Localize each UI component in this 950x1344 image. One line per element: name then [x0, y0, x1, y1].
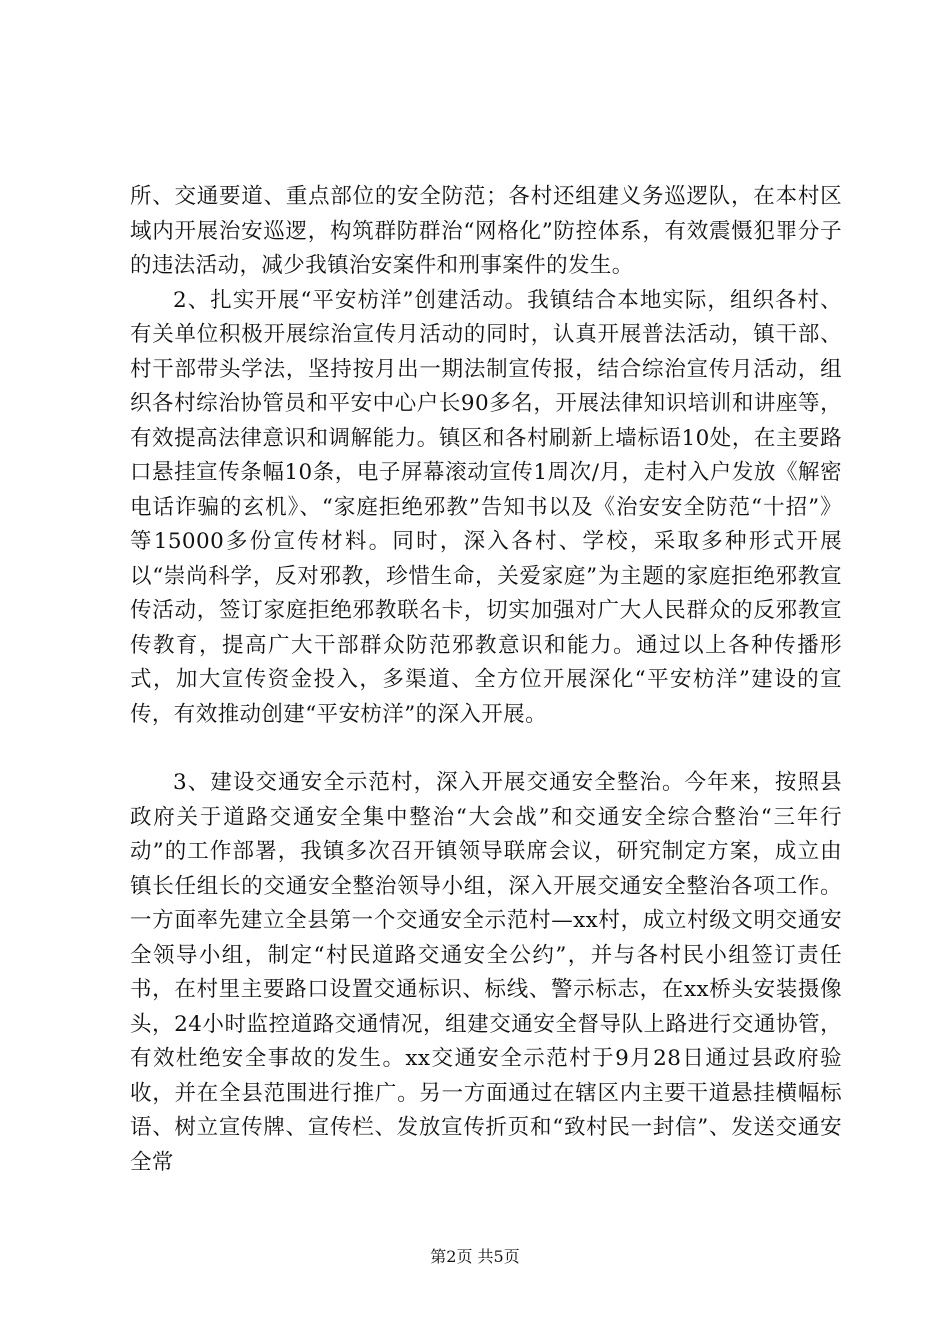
paragraph-item-2: 2、扎实开展“平安枋洋”创建活动。我镇结合本地实际，组织各村、有关单位积极开展综治宣传月活动的同时，认真开展普法活动，镇干部、村干部带头学法，坚持按月出一期法制宣传报，结合综治宣传月活动，组织各村综治协管员和平安中心户长90多名，开展法律知识培训和讲座等，有效提高法律意识和调解能力。镇区和各村刷新上墙标语10处，在主要路口悬挂宣传条幅10条，电子屏幕滚动宣传1周次/月，走村入户发放《解密电话诈骗的玄机》、“家庭拒绝邪教”告知书以及《治安安全防范“十招”》等15000多份宣传材料。同时，深入各村、学校，采取多种形式开展以“崇尚科学，反对邪教，珍惜生命，关爱家庭”为主题的家庭拒绝邪教宣传活动，签订家庭拒绝邪教联名卡，切实加强对广大人民群众的反邪教宣传教育，提高广大干部群众防范邪教意识和能力。通过以上各种传播形式，加大宣传资金投入，多渠道、全方位开展深化“平安枋洋”建设的宣传，有效推动创建“平安枋洋”的深入开展。 [130, 287, 842, 727]
page-footer: 第2页 共5页 [430, 1247, 520, 1266]
document-body [130, 180, 842, 1180]
paragraph-continuation: 所、交通要道、重点部位的安全防范；各村还组建义务巡逻队，在本村区域内开展治安巡逻，构筑群防群治“网格化”防控体系，有效震慑犯罪分子的违法活动，减少我镇治安案件和刑事案件的发生。 [130, 184, 842, 278]
paragraph-item-3: 3、建设交通安全示范村，深入开展交通安全整治。今年来，按照县政府关于道路交通安全集中整治“大会战”和交通安全综合整治“三年行动”的工作部署，我镇多次召开镇领导联席会议，研究制定方案，成立由镇长任组长的交通安全整治领导小组，深入开展交通安全整治各项工作。一方面率先建立全县第一个交通安全示范村—xx村，成立村级文明交通安全领导小组，制定“村民道路交通安全公约”，并与各村民小组签订责任书，在村里主要路口设置交通标识、标线、警示标志，在xx桥头安装摄像头，24小时监控道路交通情况，组建交通安全督导队上路进行交通协管，有效杜绝安全事故的发生。xx交通安全示范村于9月28日通过县政府验收，并在全县范围进行推广。另一方面通过在辖区内主要干道悬挂横幅标语、树立宣传牌、宣传栏、发放宣传折页和“致村民一封信”、发送交通安全常 [130, 770, 842, 1175]
